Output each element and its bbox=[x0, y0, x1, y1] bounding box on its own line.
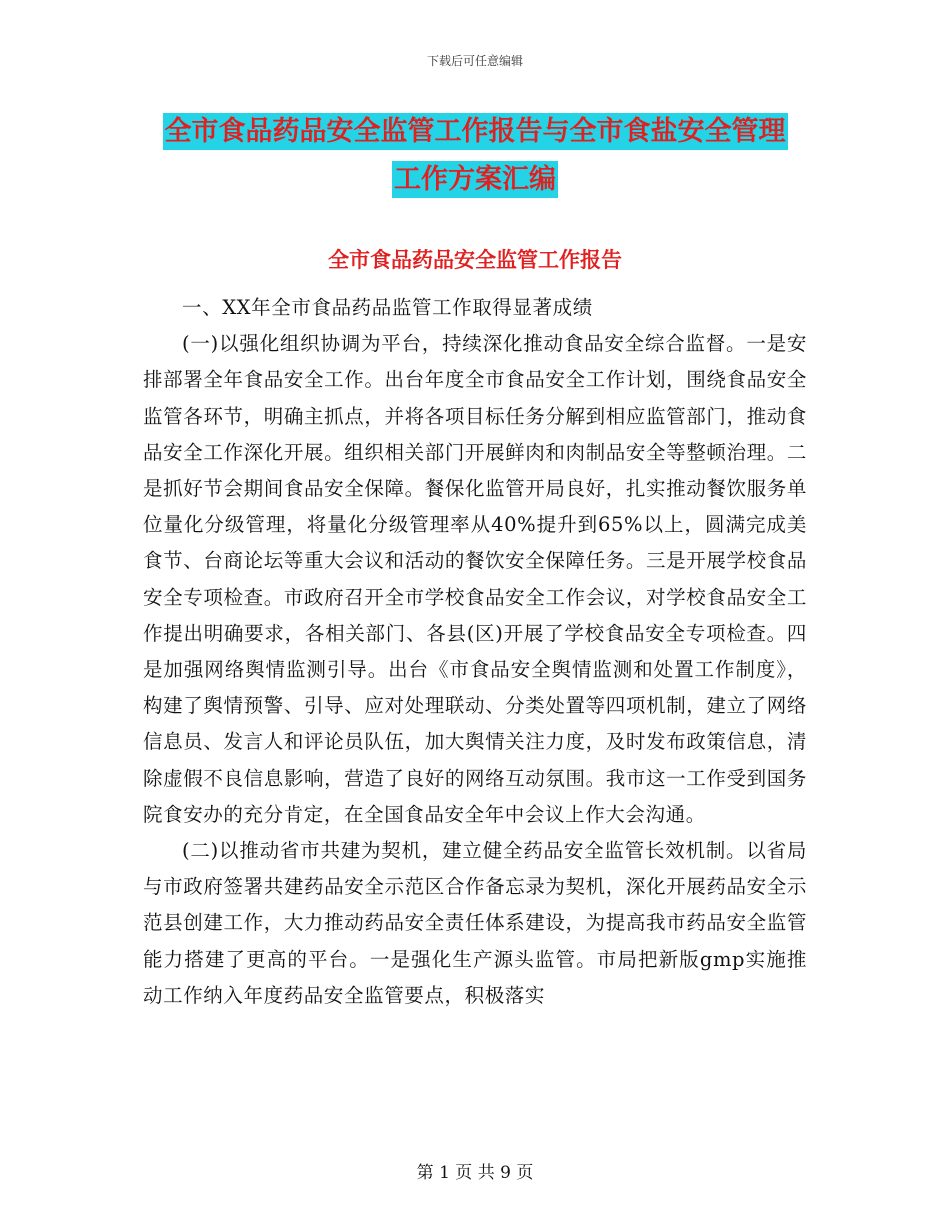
document-title-line-2: 工作方案汇编 bbox=[392, 161, 558, 198]
body-text bbox=[143, 290, 807, 1014]
paragraph-heading: 一、XX年全市食品药品监管工作取得显著成绩 bbox=[182, 296, 593, 319]
page-number: 第 1 页 共 9 页 bbox=[416, 1163, 534, 1183]
paragraph: (二)以推动省市共建为契机，建立健全药品安全监管长效机制。以省局与市政府签署共建药品安全示范区合作备忘录为契机，深化开展药品安全示范县创建工作，大力推动药品安全责任体系建设，为提高我市药品安全监管能力搭建了更高的平台。一是强化生产源头监管。市局把新版gmp实施推动工作纳入年度药品安全监管要点，积极落实 bbox=[143, 839, 807, 1007]
paragraph: (一)以强化组织协调为平台，持续深化推动食品安全综合监督。一是安排部署全年食品安全工作。出台年度全市食品安全工作计划，围绕食品安全监管各环节，明确主抓点，并将各项目标任务分解到相应监管部门，推动食品安全工作深化开展。组织相关部门开展鲜肉和肉制品安全等整顿治理。二是抓好节会期间食品安全保障。餐保化监管开局良好，扎实推动餐饮服务单位量化分级管理，将量化分级管理率从40%提升到65%以上，圆满完成美食节、台商论坛等重大会议和活动的餐饮安全保障任务。三是开展学校食品安全专项检查。市政府召开全市学校食品安全工作会议，对学校食品安全工作提出明确要求，各相关部门、各县(区)开展了学校食品安全专项检查。四是加强网络舆情监测引导。出台《市食品安全舆情监测和处置工作制度》，构建了舆情预警、引导、应对处理联动、分类处置等四项机制，建立了网络信息员、发言人和评论员队伍，加大舆情关注力度，及时发布政策信息，清除虚假不良信息影响，营造了良好的网络互动氛围。我市这一工作受到国务院食安办的充分肯定，在全国食品安全年中会议上作大会沟通。 bbox=[143, 332, 807, 826]
document-title-line-1: 全市食品药品安全监管工作报告与全市食盐安全管理 bbox=[163, 113, 788, 150]
document-title bbox=[120, 108, 830, 204]
section-title: 全市食品药品安全监管工作报告 bbox=[328, 248, 622, 272]
page-header-note: 下载后可任意编辑 bbox=[426, 54, 523, 68]
